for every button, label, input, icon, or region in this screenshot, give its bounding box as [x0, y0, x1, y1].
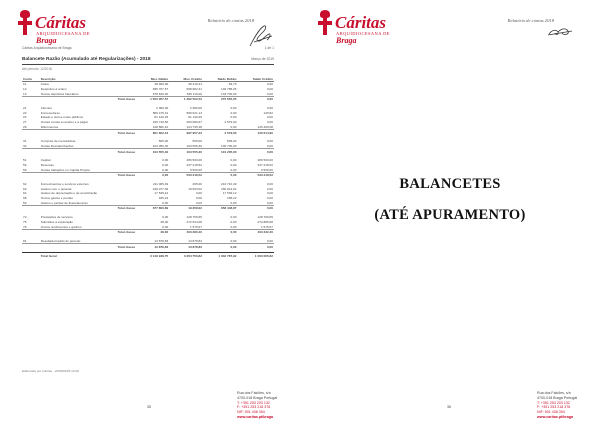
website-link[interactable]: www.caritas.pt/braga: [237, 414, 274, 419]
phone: T: +351 253 203 132: [237, 400, 270, 405]
cell-saldo-credito: 0,00: [237, 244, 274, 249]
logo-brand: Cáritas: [335, 13, 387, 32]
cell-conta: 64: [23, 191, 27, 196]
cell-saldo-credito: 0,00: [266, 196, 273, 201]
balance-sheet-document: [22, 46, 274, 258]
cell-descricao: Total classe: [40, 244, 136, 249]
page-number-left: 35: [147, 405, 151, 409]
cell-saldo-debito: 0,00: [230, 215, 237, 220]
cell-mov-debito: 211 005,49: [152, 182, 169, 187]
cell-mov-credito: 3 353 750,82: [169, 253, 203, 258]
caritas-logo: [18, 14, 106, 44]
cell-mov-debito: 13 878,83: [136, 244, 169, 249]
col-mov-debito: Mov. Débito: [136, 76, 169, 82]
cell-descricao: Outras Desvalorizações: [40, 143, 74, 148]
cell-descricao: Capital: [40, 158, 51, 163]
cell-mov-credito: 81 140,25: [188, 115, 202, 120]
cell-descricao: Compras de mercadorias: [40, 139, 76, 144]
cell-mov-credito: 19 358,02: [169, 206, 203, 211]
cell-saldo-credito: 0,00: [266, 143, 273, 148]
cross-icon: [18, 17, 32, 35]
cell-saldo-debito: 101 205,00: [203, 149, 237, 154]
cell-descricao: Depósitos à ordem: [40, 87, 67, 92]
cell-saldo-debito: 2 579,00: [203, 130, 237, 135]
cell-descricao: Resultado líquido do período: [40, 238, 81, 243]
cell-saldo-debito: 505,00: [227, 139, 237, 144]
cell-saldo-credito: 0,00: [266, 87, 273, 92]
cell-descricao: Outras contas a receber e a pagar: [40, 120, 88, 125]
cell-conta: 12: [23, 87, 27, 92]
nif: NIF: 501 438 394: [237, 410, 265, 415]
website-link[interactable]: www.caritas.pt/braga: [537, 414, 574, 419]
cell-saldo-debito: 2 579,00: [224, 120, 237, 125]
cell-mov-debito: 589 475,31: [152, 110, 169, 115]
doc-entity: Cáritas Arquidiocesana de Braga: [22, 46, 72, 50]
cell-mov-credito: 589 621,13: [186, 110, 202, 115]
cell-mov-credito: 698 982,31: [186, 87, 202, 92]
cell-mov-credito: 0,00: [195, 196, 202, 201]
cell-mov-credito: 124 735,18: [186, 124, 202, 129]
cell-saldo-debito: 0,00: [230, 106, 237, 111]
doc-date: Março de 2019: [251, 57, 274, 61]
cell-conta: 31: [23, 139, 27, 144]
doc-pages: 1 de 1: [264, 46, 274, 50]
cell-mov-debito: 13 878,83: [154, 238, 169, 243]
cell-conta: 22: [23, 110, 27, 115]
cell-mov-credito: 533 218,52: [169, 173, 203, 178]
cell-conta: 78: [23, 224, 27, 229]
col-saldo-credito: Saldo Crédito: [237, 76, 274, 82]
cell-saldo-debito: 658 448,87: [203, 206, 237, 211]
cell-saldo-debito: 136 785,26: [221, 87, 237, 92]
cell-conta: 72: [23, 215, 27, 220]
logo-brand: Cáritas: [35, 13, 87, 32]
cell-conta: 28: [23, 124, 27, 129]
phone: T: +351 253 203 132: [537, 400, 570, 405]
cell-mov-credito: 13 878,83: [188, 238, 202, 243]
cell-descricao: Outros depósitos bancários: [40, 91, 79, 96]
cell-saldo-credito: 533 218,52: [237, 173, 274, 178]
cell-saldo-credito: 145,82: [263, 110, 273, 115]
cell-mov-debito: 0,00: [162, 162, 169, 167]
cell-saldo-credito: 0,00: [266, 186, 273, 191]
cell-mov-credito: 19 063,02: [188, 186, 202, 191]
cell-saldo-credito: 0,00: [266, 115, 273, 120]
cell-saldo-debito: 69,79: [228, 82, 237, 87]
cell-conta: 13: [23, 91, 27, 96]
cell-saldo-credito: 9 500,00: [260, 167, 273, 172]
cell-saldo-credito: 0,00: [237, 206, 274, 211]
cell-saldo-credito: 128 769,65: [257, 215, 273, 220]
cell-saldo-debito: 100 700,00: [221, 143, 237, 148]
cell-descricao: Gastos de depreciação e de amortização: [40, 191, 98, 196]
report-title: Relatório de contas 2018: [207, 18, 254, 23]
cell-conta: 63: [23, 186, 27, 191]
col-descricao: Descrição: [40, 76, 136, 82]
cell-mov-debito: 1 553 057,57: [136, 97, 169, 102]
cell-mov-debito: 3 149 948,75: [136, 253, 169, 258]
cell-saldo-debito: 0,00: [230, 219, 237, 224]
cell-descricao: Outros rendimentos e ganhos: [40, 224, 82, 229]
cell-mov-debito: 81 140,25: [154, 115, 169, 120]
cell-saldo-credito: 0,00: [266, 106, 273, 111]
nif: NIF: 501 438 394: [537, 410, 565, 415]
cell-saldo-credito: 0,00: [266, 200, 273, 205]
cell-saldo-credito: 0,00: [237, 97, 274, 102]
cell-mov-debito: 449 077,06: [152, 186, 169, 191]
address-line-1: Rua dos Falcões, s/n: [237, 391, 271, 395]
cell-mov-credito: 272 934,08: [186, 219, 202, 224]
col-conta: Conta: [22, 76, 40, 82]
cell-conta: 68: [23, 196, 27, 201]
cell-descricao: Fornecimentos e serviços externos: [40, 182, 89, 187]
cell-conta: 51: [23, 158, 27, 163]
cell-saldo-credito: 0,00: [266, 82, 273, 87]
cell-mov-credito: 200 080,67: [186, 120, 202, 125]
report-title: Relatório de contas 2018: [507, 18, 554, 23]
cell-mov-credito: 545 110,00: [186, 91, 202, 96]
cell-mov-debito: 0,00: [136, 173, 169, 178]
cell-descricao: Total classe: [40, 97, 136, 102]
cell-conta: 62: [23, 182, 27, 187]
fax: F: +351 253 218 376: [237, 405, 271, 410]
cell-descricao: Caixa: [40, 82, 49, 87]
cell-saldo-debito: 0,00: [230, 162, 237, 167]
cell-descricao: Gastos e perdas de financiamento: [40, 200, 88, 205]
cell-saldo-debito: 0,00: [203, 229, 237, 234]
fax: F: +351 253 218 376: [537, 405, 571, 410]
cell-conta: 27: [23, 120, 27, 125]
grand-total-row: [22, 253, 274, 258]
cell-saldo-debito: 0,00: [230, 200, 237, 205]
cell-descricao: Diferimentos: [40, 124, 59, 129]
cell-conta: 32: [23, 143, 27, 148]
cell-conta: 56: [23, 162, 27, 167]
cell-saldo-debito: 1 032 787,92: [203, 253, 237, 258]
cell-conta: 81: [23, 238, 27, 243]
cell-conta: 59: [23, 167, 27, 172]
cell-mov-credito: 505,00: [192, 139, 202, 144]
cell-mov-debito: 0,00: [162, 158, 169, 163]
cell-saldo-credito: 1 063 065,82: [237, 253, 274, 258]
cell-mov-debito: 801 602,16: [136, 130, 169, 135]
cell-descricao: Total Geral: [40, 253, 136, 258]
cell-mov-debito: 505,00: [158, 139, 169, 144]
cell-descricao: Total classe: [40, 149, 136, 154]
cell-descricao: Prestações de serviços: [40, 215, 73, 220]
balance-table: [22, 76, 274, 258]
address-line-1: Rua dos Falcões, s/n: [537, 391, 571, 395]
cell-mov-credito: 997 957,23: [169, 130, 203, 135]
cell-saldo-credito: 1 576,67: [260, 224, 273, 229]
cell-mov-credito: 38 410,21: [188, 82, 202, 87]
section-heading-balancetes: BALANCETES: [399, 176, 501, 192]
cell-mov-debito: 678 810,00: [152, 91, 169, 96]
cell-mov-credito: 295,00: [192, 182, 202, 187]
cell-saldo-credito: 0,00: [266, 238, 273, 243]
cell-descricao: Fornecedores: [40, 110, 60, 115]
cell-mov-credito: 128 769,65: [186, 215, 202, 220]
cell-descricao: Clientes: [40, 106, 52, 111]
cell-saldo-credito: 237 218,52: [257, 162, 273, 167]
cell-mov-credito: 9 500,00: [189, 167, 202, 172]
cell-saldo-credito: 286 500,00: [257, 158, 273, 163]
footer-address-left: [237, 391, 277, 420]
cell-mov-debito: 0,00: [162, 215, 169, 220]
cell-saldo-debito: 0,00: [230, 124, 237, 129]
cell-saldo-debito: 0,00: [230, 115, 237, 120]
doc-title: Balancete Razão (Acumulado até Regularizações) - 2018: [22, 57, 151, 62]
cell-mov-debito: 0,00: [162, 167, 169, 172]
footer-address-right: [537, 391, 577, 420]
cell-mov-debito: 17 539,12: [154, 191, 169, 196]
cell-saldo-debito: 133 700,00: [221, 91, 237, 96]
logo-subtitle: ARQUIDIOCESANA DE: [36, 31, 90, 36]
cell-mov-credito: 1 282 502,52: [169, 97, 203, 102]
cell-saldo-debito: 0,00: [203, 173, 237, 178]
cell-mov-debito: 2 380,00: [156, 106, 169, 111]
logo-city: Braga: [336, 36, 357, 45]
right-page: [300, 0, 600, 424]
cell-mov-debito: 38 480,00: [154, 82, 169, 87]
page-number-right: 36: [447, 405, 451, 409]
cell-mov-credito: 103 555,30: [169, 149, 203, 154]
cell-conta: 69: [23, 200, 27, 205]
cell-saldo-credito: 0,00: [266, 120, 273, 125]
cell-mov-credito: 237 218,52: [186, 162, 202, 167]
cell-descricao: Total classe: [40, 229, 136, 234]
cell-saldo-credito: 126 614,90: [237, 130, 274, 135]
cross-icon: [318, 17, 332, 35]
address-line-2: 4700-018 Braga Portugal: [237, 395, 278, 400]
cell-descricao: Total classe: [40, 206, 136, 211]
cell-conta: 11: [23, 82, 27, 87]
cell-saldo-credito: 0,00: [237, 149, 274, 154]
cell-saldo-debito: 0,00: [203, 244, 237, 249]
cell-conta: 21: [23, 106, 27, 111]
cell-saldo-debito: 17 539,12: [222, 191, 237, 196]
cell-descricao: Reservas: [40, 162, 54, 167]
col-mov-credito: Mov. Crédito: [169, 76, 203, 82]
cell-descricao: Total classe: [40, 130, 136, 135]
cell-saldo-debito: 0,00: [230, 158, 237, 163]
logo-city: Braga: [36, 36, 57, 45]
cell-saldo-credito: 0,00: [266, 91, 273, 96]
doc-meta: Até período: 12/2018: [22, 67, 52, 71]
caritas-logo: [318, 14, 406, 44]
cell-conta: 75: [23, 219, 27, 224]
cell-saldo-debito: 0,00: [230, 224, 237, 229]
cell-mov-credito: 103 050,30: [186, 143, 202, 148]
cell-mov-credito: 286 500,00: [186, 158, 202, 163]
cell-saldo-credito: 403 232,40: [237, 229, 274, 234]
cell-conta: [22, 253, 40, 258]
cell-mov-debito: 103 050,30: [152, 143, 169, 148]
doc-footnote: Elaborado por Cáritas · 2019/03/25 10:26: [22, 369, 79, 373]
section-heading-apuramento: (ATÉ APURAMENTO): [374, 207, 526, 223]
cell-saldo-debito: 270 555,05: [203, 97, 237, 102]
cell-mov-credito: 13 878,83: [169, 244, 203, 249]
cell-mov-debito: 0,00: [162, 200, 169, 205]
cell-saldo-debito: 430 014,04: [221, 186, 237, 191]
cell-saldo-credito: 0,00: [266, 191, 273, 196]
cell-saldo-debito: 210 710,49: [221, 182, 237, 187]
cell-mov-debito: 48,00: [160, 219, 169, 224]
address-line-2: 4700-018 Braga Portugal: [537, 395, 578, 400]
signature-icon: [546, 22, 574, 42]
cell-descricao: Gastos com o pessoal: [40, 186, 72, 191]
cell-mov-debito: 0,00: [162, 224, 169, 229]
cell-mov-debito: 185,22: [158, 196, 169, 201]
cell-saldo-credito: 272 886,08: [257, 219, 273, 224]
cell-mov-credito: 0,00: [195, 191, 202, 196]
cell-saldo-credito: 126 469,08: [257, 124, 273, 129]
cell-mov-debito: 103 555,30: [136, 149, 169, 154]
cell-mov-debito: 677 806,89: [136, 206, 169, 211]
cell-saldo-credito: 0,00: [266, 139, 273, 144]
cell-mov-credito: 403 280,40: [169, 229, 203, 234]
cell-descricao: Total classe: [40, 173, 136, 178]
cell-mov-credito: 0,00: [195, 200, 202, 205]
cell-mov-debito: 835 767,57: [152, 87, 169, 92]
cell-saldo-debito: 0,00: [230, 167, 237, 172]
cell-descricao: Estado e outros entes públicos: [40, 115, 84, 120]
cell-saldo-debito: 0,00: [230, 238, 237, 243]
cell-mov-debito: 48,00: [136, 229, 169, 234]
cell-descricao: Outras Variações no Capital Próprio: [40, 167, 91, 172]
cell-descricao: Subsídios à exploração: [40, 219, 73, 224]
cell-conta: 24: [23, 115, 27, 120]
cell-saldo-debito: 0,00: [230, 110, 237, 115]
cell-mov-credito: 2 380,00: [189, 106, 202, 111]
logo-subtitle: ARQUIDIOCESANA DE: [336, 31, 390, 36]
cell-saldo-credito: 0,00: [266, 182, 273, 187]
col-saldo-debito: Saldo Débito: [203, 76, 237, 82]
cell-mov-debito: 199 740,50: [152, 120, 169, 125]
cell-mov-debito: 128 866,10: [152, 124, 169, 129]
cell-mov-credito: 1 576,67: [189, 224, 202, 229]
cell-descricao: Outros gastos e perdas: [40, 196, 73, 201]
cell-saldo-debito: 185,22: [227, 196, 237, 201]
